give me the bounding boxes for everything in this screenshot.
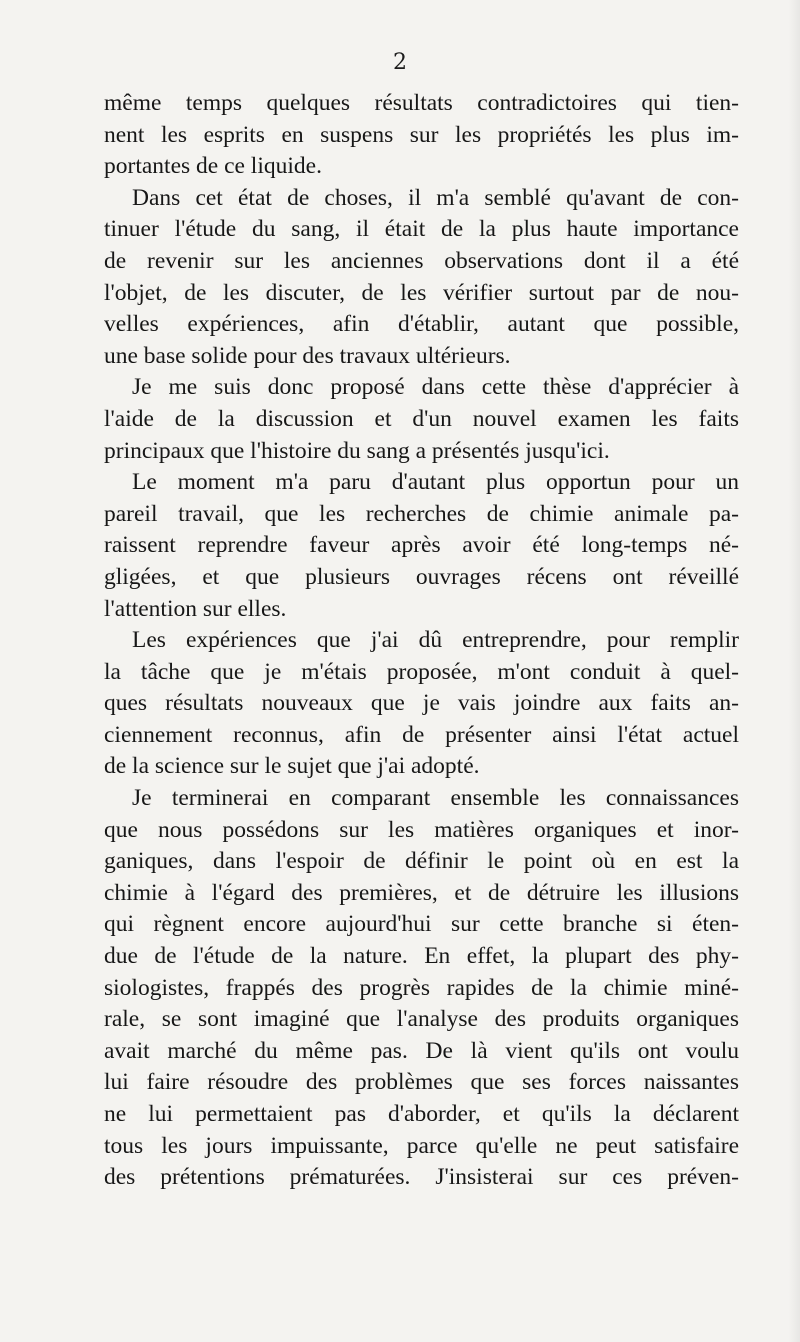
text-line: rale, se sont imaginé que l'analyse des produits organiques <box>104 1006 739 1033</box>
paragraph <box>104 183 739 373</box>
text-line: de revenir sur les anciennes observations dont il a été <box>104 247 739 274</box>
text-line: avait marché du même pas. De là vient qu'ils ont voulu <box>104 1037 739 1064</box>
text-line: velles expériences, afin d'établir, autant que possible, <box>104 311 739 338</box>
paragraph <box>104 783 739 1194</box>
text-line: tous les jours impuissante, parce qu'elle ne peut satisfaire <box>104 1132 739 1159</box>
paragraph <box>104 372 739 467</box>
text-line: Le moment m'a paru d'autant plus opportun pour un <box>132 469 739 496</box>
text-line: une base solide pour des travaux ultérieurs. <box>104 342 511 369</box>
text-line: lui faire résoudre des problèmes que ses forces naissantes <box>104 1069 739 1096</box>
body-text <box>104 88 739 1194</box>
text-line: ganiques, dans l'espoir de définir le point où en est la <box>104 848 739 875</box>
paragraph <box>104 467 739 625</box>
text-line: Les expériences que j'ai dû entreprendre, pour remplir <box>132 627 739 654</box>
text-line: même temps quelques résultats contradictoires qui tien- <box>104 90 739 116</box>
text-line: raissent reprendre faveur après avoir été long-temps né- <box>104 532 739 559</box>
text-line: pareil travail, que les recherches de chimie animale pa- <box>104 500 739 527</box>
text-line: Je me suis donc proposé dans cette thèse d'apprécier à <box>132 374 739 401</box>
page-number: 2 <box>393 50 407 75</box>
paragraph <box>104 625 739 783</box>
text-line: de la science sur le sujet que j'ai adopté. <box>104 753 480 780</box>
text-line: gligées, et que plusieurs ouvrages récens ont réveillé <box>104 563 739 590</box>
text-line: des prétentions prématurées. J'insisterai sur ces préven- <box>104 1164 739 1191</box>
page-edge-shadow <box>788 0 800 1342</box>
text-line: l'aide de la discussion et d'un nouvel examen les faits <box>104 405 739 432</box>
text-line: portantes de ce liquide. <box>104 153 322 180</box>
text-line: siologistes, frappés des progrès rapides de la chimie miné- <box>104 974 739 1001</box>
text-line: nent les esprits en suspens sur les propriétés les plus im- <box>104 121 739 148</box>
text-line: l'objet, de les discuter, de les vérifier surtout par de nou- <box>104 279 739 306</box>
text-line: Je terminerai en comparant ensemble les connaissances <box>132 785 739 812</box>
text-line: Dans cet état de choses, il m'a semblé qu'avant de con- <box>132 184 739 211</box>
text-line: l'attention sur elles. <box>104 595 287 622</box>
text-line: ne lui permettaient pas d'aborder, et qu'ils la déclarent <box>104 1101 739 1127</box>
text-line: la tâche que je m'étais proposée, m'ont conduit à quel- <box>104 658 739 685</box>
text-line: tinuer l'étude du sang, il était de la plus haute importance <box>104 216 739 243</box>
text-line: que nous possédons sur les matières organiques et inor- <box>104 816 739 843</box>
text-line: due de l'étude de la nature. En effet, la plupart des phy- <box>104 943 739 970</box>
text-line: ques résultats nouveaux que je vais joindre aux faits an- <box>104 690 739 717</box>
text-line: qui règnent encore aujourd'hui sur cette branche si éten- <box>104 911 739 938</box>
text-line: ciennement reconnus, afin de présenter ainsi l'état actuel <box>104 721 739 748</box>
text-line: principaux que l'histoire du sang a présentés jusqu'ici. <box>104 437 610 464</box>
text-line: chimie à l'égard des premières, et de détruire les illusions <box>104 879 739 906</box>
paragraph <box>104 88 739 183</box>
